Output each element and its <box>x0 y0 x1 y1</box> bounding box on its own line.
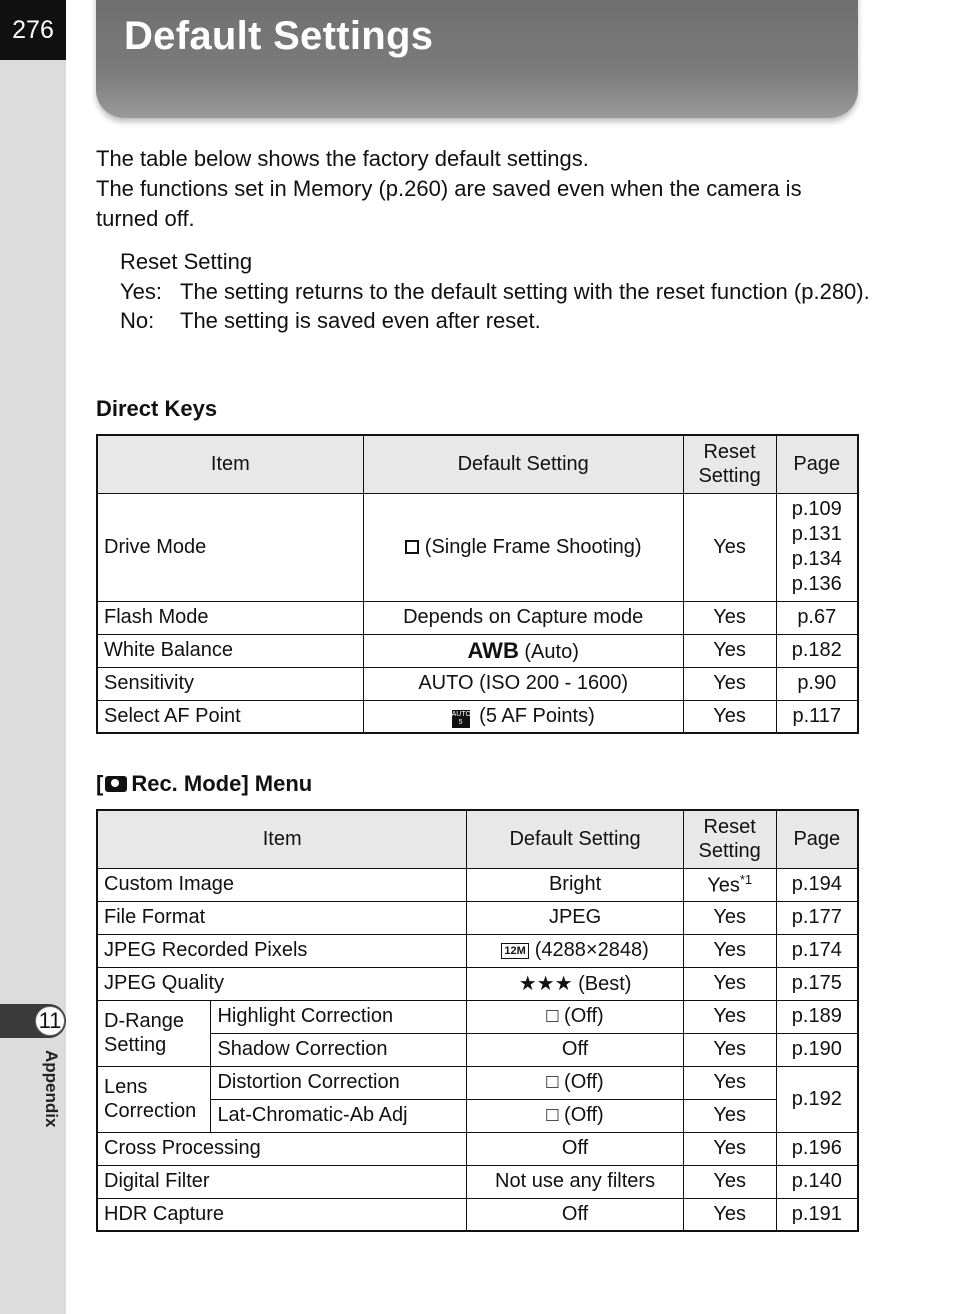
cell-default: ★★★ (Best) <box>467 967 683 1000</box>
reset-no-text: The setting is saved even after reset. <box>180 308 541 333</box>
awb-icon: AWB <box>467 637 519 663</box>
cell-page: p.192 <box>776 1066 858 1132</box>
table-row <box>97 967 858 1000</box>
table-row <box>97 667 858 700</box>
cell-default: AUTO (ISO 200 - 1600) <box>363 667 683 700</box>
reset-no-key: No: <box>120 308 155 333</box>
cell-reset: Yes <box>683 1132 776 1165</box>
cell-page: p.190 <box>776 1033 858 1066</box>
cell-default: AUTO 5 (5 AF Points) <box>363 700 683 733</box>
page-number: 276 <box>0 0 66 60</box>
single-frame-icon <box>405 540 419 554</box>
reset-yes-key: Yes: <box>120 278 163 304</box>
cell-item: Select AF Point <box>97 700 363 733</box>
cell-reset: Yes <box>683 1033 776 1066</box>
cell-item: White Balance <box>97 634 363 667</box>
cell-default: Not use any filters <box>467 1165 683 1198</box>
cell-page: p.182 <box>776 634 858 667</box>
auto-af-point-icon: AUTO 5 <box>451 710 471 726</box>
table-row <box>97 1000 858 1033</box>
table-row <box>97 1099 858 1132</box>
cell-default: Off <box>467 1033 683 1066</box>
page-title: Default Settings <box>124 14 434 58</box>
table-row <box>97 700 858 733</box>
reset-legend-heading: Reset Setting <box>120 249 253 274</box>
cell-reset: Yes <box>683 493 776 601</box>
cell-reset: Yes <box>683 1000 776 1033</box>
header-default: Default Setting <box>467 810 683 868</box>
table-header-row <box>97 810 858 868</box>
cell-default: AWB (Auto) <box>363 634 683 667</box>
rec-menu-table <box>96 809 859 1232</box>
camera-icon <box>105 776 127 792</box>
header-reset: Reset Setting <box>683 810 776 868</box>
cell-page: p.90 <box>776 667 858 700</box>
cell-reset: Yes <box>683 601 776 634</box>
cell-page: p.67 <box>776 601 858 634</box>
cell-item: File Format <box>97 901 467 934</box>
cell-page: p.177 <box>776 901 858 934</box>
cell-item: Highlight Correction <box>211 1000 467 1033</box>
cell-default: JPEG <box>467 901 683 934</box>
header-reset: Reset Setting <box>683 435 776 493</box>
cell-reset: Yes <box>683 1198 776 1231</box>
table-row <box>97 1033 858 1066</box>
cell-reset: Yes <box>683 901 776 934</box>
cell-item: Drive Mode <box>97 493 363 601</box>
cell-item: Digital Filter <box>97 1165 467 1198</box>
cell-reset: Yes <box>683 1066 776 1099</box>
footnote-marker: *1 <box>739 871 753 887</box>
cell-page: p.109 p.131 p.134 p.136 <box>776 493 858 601</box>
cell-reset: Yes <box>683 634 776 667</box>
cell-page: p.194 <box>776 868 858 901</box>
table-row <box>97 1165 858 1198</box>
direct-keys-table <box>96 434 859 734</box>
cell-page: p.174 <box>776 934 858 967</box>
cell-default: □ (Off) <box>467 1066 683 1099</box>
table-header-row <box>97 435 858 493</box>
cell-page: p.175 <box>776 967 858 1000</box>
cell-default: □ (Off) <box>467 1099 683 1132</box>
table-row <box>97 934 858 967</box>
cell-default: 12M (4288×2848) <box>467 934 683 967</box>
cell-page: p.191 <box>776 1198 858 1231</box>
cell-item: HDR Capture <box>97 1198 467 1231</box>
cell-page: p.196 <box>776 1132 858 1165</box>
cell-group: Lens Correction <box>97 1066 211 1132</box>
chapter-label: Appendix <box>42 1050 61 1128</box>
cell-group: D-Range Setting <box>97 1000 211 1066</box>
cell-item: Lat-Chromatic-Ab Adj <box>211 1099 467 1132</box>
cell-page: p.117 <box>776 700 858 733</box>
table-row <box>97 634 858 667</box>
cell-item: JPEG Quality <box>97 967 467 1000</box>
cell-default: (Single Frame Shooting) <box>363 493 683 601</box>
table-row <box>97 901 858 934</box>
table-row <box>97 868 858 901</box>
cell-page: p.189 <box>776 1000 858 1033</box>
cell-reset: Yes <box>683 700 776 733</box>
cell-default: Off <box>467 1198 683 1231</box>
rec-menu-heading: [ Rec. Mode] Menu <box>96 771 313 796</box>
cell-item: JPEG Recorded Pixels <box>97 934 467 967</box>
intro-line-1: The table below shows the factory default settings. <box>96 146 589 171</box>
cell-reset: Yes <box>683 667 776 700</box>
table-row <box>97 601 858 634</box>
reset-yes-text: The setting returns to the default setting with the reset function (p.280). <box>180 278 870 304</box>
cell-reset: Yes <box>683 934 776 967</box>
intro-line-2: The functions set in Memory (p.260) are saved even when the camera is turned off. <box>96 176 802 231</box>
cell-item: Custom Image <box>97 868 467 901</box>
chapter-number: 11 <box>35 1006 65 1036</box>
header-default: Default Setting <box>363 435 683 493</box>
cell-item: Distortion Correction <box>211 1066 467 1099</box>
cell-reset: Yes <box>683 967 776 1000</box>
reset-legend <box>120 247 900 336</box>
header-page: Page <box>776 810 858 868</box>
cell-default: Off <box>467 1132 683 1165</box>
cell-default: □ (Off) <box>467 1000 683 1033</box>
cell-item: Flash Mode <box>97 601 363 634</box>
table-row <box>97 1066 858 1099</box>
12m-pixels-icon: 12M <box>501 943 528 959</box>
table-row <box>97 1132 858 1165</box>
header-item: Item <box>97 435 363 493</box>
cell-reset: Yes$^{*1}$ <box>683 868 776 901</box>
direct-keys-heading: Direct Keys <box>96 396 218 421</box>
cell-page: p.140 <box>776 1165 858 1198</box>
header-item: Item <box>97 810 467 868</box>
table-row <box>97 493 858 601</box>
cell-item: Shadow Correction <box>211 1033 467 1066</box>
cell-reset: Yes <box>683 1165 776 1198</box>
cell-default: Bright <box>467 868 683 901</box>
cell-default: Depends on Capture mode <box>363 601 683 634</box>
cell-reset: Yes <box>683 1099 776 1132</box>
cell-item: Cross Processing <box>97 1132 467 1165</box>
cell-item: Sensitivity <box>97 667 363 700</box>
table-row <box>97 1198 858 1231</box>
header-page: Page <box>776 435 858 493</box>
